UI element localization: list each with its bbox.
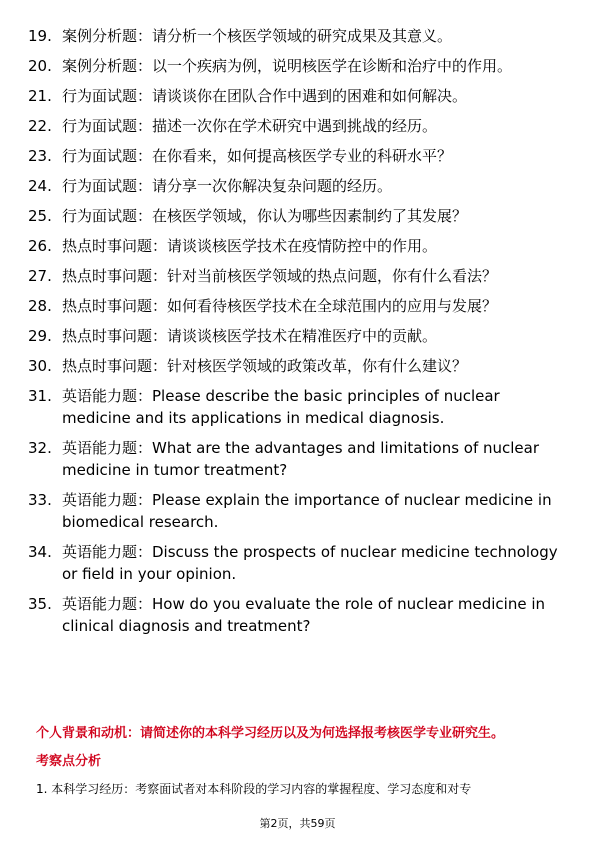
- question-item: [0, 175, 595, 197]
- question-number: 26.: [28, 237, 52, 255]
- question-text: 行为面试题：在你看来，如何提高核医学专业的科研水平？: [62, 147, 453, 165]
- question-number: 25.: [28, 207, 52, 225]
- question-number: 20.: [28, 57, 52, 75]
- question-item: [0, 541, 595, 585]
- question-item: [0, 593, 595, 637]
- section-title: 个人背景和动机：请简述你的本科学习经历以及为何选择报考核医学专业研究生。: [36, 726, 505, 741]
- question-number: 32.: [28, 439, 52, 457]
- question-text: 英语能力题：Discuss the prospects of nuclear medicine technology or field in your opinion.: [62, 543, 558, 583]
- analysis-item: 1. 本科学习经历：考察面试者对本科阶段的学习内容的掌握程度、学习态度和对专: [36, 782, 472, 796]
- question-item: [0, 145, 595, 167]
- question-item: [0, 115, 595, 137]
- question-number: 30.: [28, 357, 52, 375]
- question-number: 22.: [28, 117, 52, 135]
- question-text: 英语能力题：Please describe the basic principles of nuclear medicine and its applications in medical diagnosis.: [62, 387, 500, 427]
- question-number: 27.: [28, 267, 52, 285]
- question-text: 案例分析题：请分析一个核医学领域的研究成果及其意义。: [62, 27, 453, 45]
- question-item: [0, 25, 595, 47]
- question-item: [0, 55, 595, 77]
- question-text: 英语能力题：What are the advantages and limitations of nuclear medicine in tumor treatment?: [62, 439, 540, 479]
- question-text: 热点时事问题：请谈谈核医学技术在疫情防控中的作用。: [62, 237, 438, 255]
- question-text: 热点时事问题：针对当前核医学领域的热点问题，你有什么看法？: [62, 267, 498, 285]
- question-text: 英语能力题：Please explain the importance of nuclear medicine in biomedical research.: [62, 491, 552, 531]
- question-text: 热点时事问题：如何看待核医学技术在全球范围内的应用与发展？: [62, 297, 498, 315]
- question-number: 31.: [28, 387, 52, 405]
- question-text: 热点时事问题：针对核医学领域的政策改革，你有什么建议？: [62, 357, 468, 375]
- question-item: [0, 85, 595, 107]
- question-number: 19.: [28, 27, 52, 45]
- question-text: 案例分析题：以一个疾病为例，说明核医学在诊断和治疗中的作用。: [62, 57, 513, 75]
- analysis-subtitle: 考察点分析: [36, 754, 102, 769]
- question-item: [0, 355, 595, 377]
- question-text: 行为面试题：请分享一次你解决复杂问题的经历。: [62, 177, 393, 195]
- question-item: [0, 437, 595, 481]
- question-text: 行为面试题：在核医学领域，你认为哪些因素制约了其发展？: [62, 207, 468, 225]
- question-text: 行为面试题：描述一次你在学术研究中遇到挑战的经历。: [62, 117, 438, 135]
- question-item: [0, 265, 595, 287]
- question-item: [0, 325, 595, 347]
- question-item: [0, 385, 595, 429]
- question-text: 热点时事问题：请谈谈核医学技术在精准医疗中的贡献。: [62, 327, 438, 345]
- question-number: 34.: [28, 543, 52, 561]
- question-number: 24.: [28, 177, 52, 195]
- question-item: [0, 205, 595, 227]
- question-text: 英语能力题：How do you evaluate the role of nuclear medicine in clinical diagnosis and treatment?: [62, 595, 546, 635]
- question-number: 33.: [28, 491, 52, 509]
- question-number: 29.: [28, 327, 52, 345]
- question-list: [0, 25, 595, 645]
- question-item: [0, 235, 595, 257]
- question-number: 35.: [28, 595, 52, 613]
- question-number: 28.: [28, 297, 52, 315]
- question-number: 23.: [28, 147, 52, 165]
- question-text: 行为面试题：请谈谈你在团队合作中遇到的困难和如何解决。: [62, 87, 468, 105]
- question-item: [0, 489, 595, 533]
- question-item: [0, 295, 595, 317]
- page-footer: 第2页，共59页: [259, 817, 336, 830]
- question-number: 21.: [28, 87, 52, 105]
